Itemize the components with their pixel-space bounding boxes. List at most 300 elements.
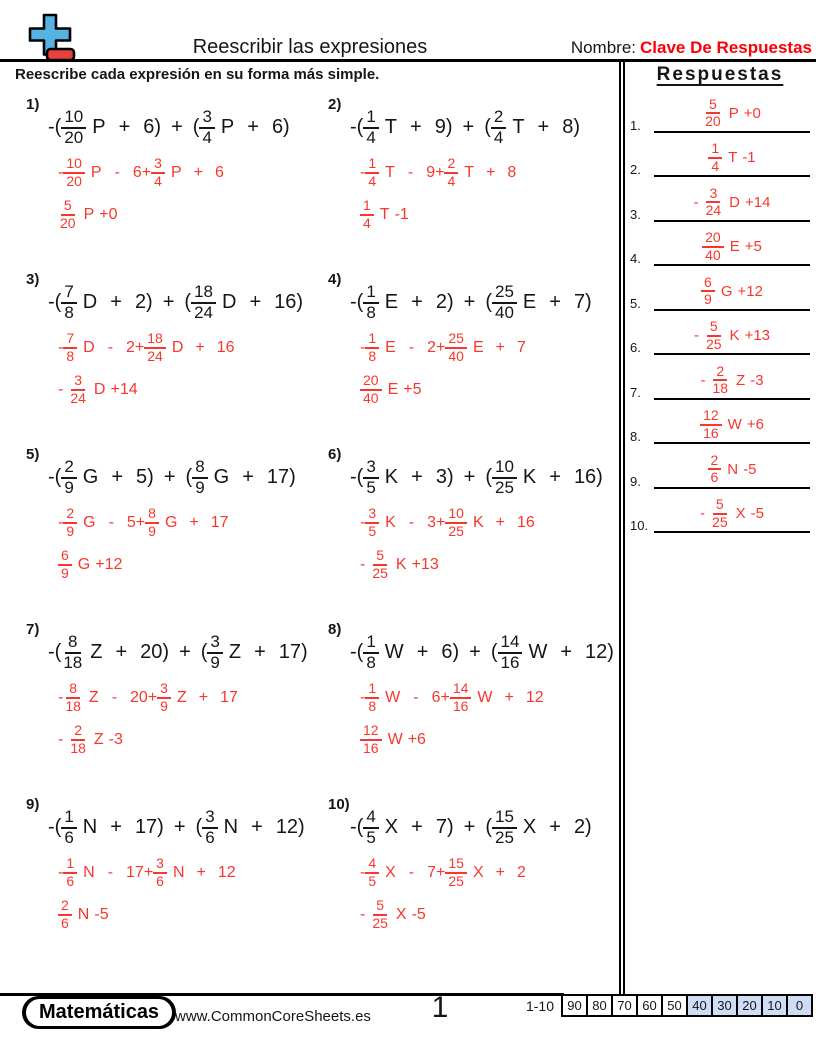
constant: -3 bbox=[750, 371, 764, 389]
fraction bbox=[710, 364, 730, 397]
fraction bbox=[63, 681, 83, 714]
fraction-denominator: 5 bbox=[366, 827, 376, 847]
variable: G bbox=[77, 555, 91, 573]
minus-operator: - bbox=[408, 863, 415, 881]
fraction-numerator: 8 bbox=[192, 458, 207, 479]
plus-operator: + bbox=[163, 466, 176, 489]
constant: 17) bbox=[134, 816, 164, 839]
constant: +12 bbox=[95, 555, 123, 573]
plus-operator: + bbox=[411, 816, 423, 839]
fraction-numerator: 3 bbox=[199, 108, 214, 129]
fraction-denominator: 8 bbox=[64, 302, 74, 322]
problem-expression bbox=[48, 458, 302, 497]
grade-cell: 20 bbox=[736, 996, 761, 1015]
plus-operator: + bbox=[411, 466, 423, 489]
variable: X bbox=[522, 816, 537, 839]
answer-value bbox=[703, 97, 761, 131]
variable: Z bbox=[90, 641, 103, 664]
constant: 2 bbox=[516, 863, 526, 881]
fraction-denominator: 24 bbox=[194, 302, 214, 322]
plus-operator: + bbox=[162, 291, 175, 314]
plus-operator: + bbox=[549, 466, 561, 489]
minus-sign: - bbox=[360, 688, 366, 706]
fraction bbox=[202, 808, 217, 847]
problem-expression bbox=[350, 458, 622, 497]
fraction-denominator: 6 bbox=[710, 469, 719, 486]
open-paren: ( bbox=[485, 816, 492, 839]
fraction-denominator: 5 bbox=[366, 477, 376, 497]
fraction bbox=[61, 458, 76, 497]
work-line bbox=[58, 506, 302, 539]
variable: G bbox=[720, 282, 733, 300]
fraction-denominator: 9 bbox=[210, 652, 220, 672]
plus-operator: + bbox=[504, 688, 514, 706]
minus-operator: - bbox=[408, 338, 415, 356]
plus-operator: + bbox=[495, 863, 505, 881]
minus-sign: - bbox=[58, 513, 64, 531]
open-paren: ( bbox=[195, 816, 203, 839]
fraction-numerator: 4 bbox=[363, 808, 378, 829]
fraction-denominator: 25 bbox=[448, 872, 464, 889]
fraction-numerator: 5 bbox=[61, 198, 75, 215]
fraction bbox=[492, 283, 517, 322]
problem-expression bbox=[350, 633, 622, 672]
minus-sign: - bbox=[58, 688, 64, 706]
fraction bbox=[58, 198, 78, 231]
fraction-denominator: 18 bbox=[712, 380, 729, 397]
minus-sign: - bbox=[360, 513, 366, 531]
fraction-numerator: 2 bbox=[61, 458, 76, 479]
fraction-numerator: 1 bbox=[360, 198, 374, 215]
plus-operator: + bbox=[549, 816, 561, 839]
constant: 2+ bbox=[126, 338, 145, 356]
variable: N bbox=[223, 816, 239, 839]
fraction bbox=[492, 458, 517, 497]
fraction-denominator: 6 bbox=[66, 872, 75, 889]
fraction bbox=[363, 283, 378, 322]
work-line bbox=[58, 681, 302, 714]
fraction bbox=[365, 856, 379, 889]
answer-blank-line bbox=[654, 97, 810, 133]
constant: 3+ bbox=[427, 513, 446, 531]
constant: -5 bbox=[94, 905, 109, 923]
minus-operator: - bbox=[111, 688, 118, 706]
fraction-denominator: 4 bbox=[363, 214, 371, 231]
plus-operator: + bbox=[469, 641, 481, 664]
work-line bbox=[58, 331, 302, 364]
fraction-numerator: 3 bbox=[365, 506, 379, 523]
fraction bbox=[63, 856, 77, 889]
minus-operator: - bbox=[408, 513, 415, 531]
constant: 7 bbox=[516, 338, 526, 356]
answer-line bbox=[58, 373, 302, 406]
problem-expression bbox=[48, 108, 302, 147]
fraction bbox=[445, 856, 467, 889]
open-paren: -( bbox=[350, 466, 364, 489]
constant: 6+ bbox=[431, 688, 450, 706]
fraction-numerator: 2 bbox=[63, 506, 77, 523]
fraction-denominator: 18 bbox=[63, 652, 83, 672]
constant: 6 bbox=[214, 163, 224, 181]
constant: +12 bbox=[737, 282, 763, 300]
minus-sign: - bbox=[58, 730, 64, 748]
fraction bbox=[199, 108, 214, 147]
constant: 6+ bbox=[132, 163, 152, 181]
fraction bbox=[365, 506, 379, 539]
variable: K bbox=[522, 466, 537, 489]
problem-expression bbox=[350, 283, 622, 322]
constant: 16 bbox=[216, 338, 235, 356]
fraction-denominator: 25 bbox=[494, 477, 514, 497]
fraction-denominator: 18 bbox=[70, 739, 86, 756]
constant: 2) bbox=[435, 291, 454, 314]
fraction-numerator: 1 bbox=[363, 283, 378, 304]
fraction-denominator: 8 bbox=[368, 347, 377, 364]
problem bbox=[302, 271, 622, 446]
minus-operator: - bbox=[107, 863, 114, 881]
fraction-denominator: 8 bbox=[368, 697, 377, 714]
constant: 6) bbox=[143, 116, 162, 139]
plus-operator: + bbox=[179, 641, 191, 664]
work-line bbox=[58, 856, 302, 889]
variable: T bbox=[384, 116, 398, 139]
problem-number: 7) bbox=[26, 621, 40, 638]
answer-number: 3. bbox=[630, 206, 641, 222]
answer-blank-line bbox=[654, 141, 810, 177]
minus-operator: - bbox=[114, 163, 120, 181]
fraction-numerator: 14 bbox=[498, 633, 523, 654]
problem-number: 3) bbox=[26, 271, 40, 288]
fraction-numerator: 1 bbox=[365, 681, 379, 698]
fraction-numerator: 5 bbox=[706, 97, 720, 114]
minus-sign: - bbox=[360, 555, 366, 573]
constant: 7+ bbox=[427, 863, 446, 881]
constant: 8) bbox=[562, 116, 581, 139]
plus-operator: + bbox=[115, 641, 128, 664]
plus-operator: + bbox=[242, 466, 254, 489]
problem-expression bbox=[48, 807, 305, 847]
constant: 2) bbox=[134, 291, 153, 314]
open-paren: -( bbox=[48, 291, 62, 314]
fraction-numerator: 2 bbox=[444, 156, 458, 173]
problem-expression bbox=[48, 283, 302, 322]
grade-cell: 0 bbox=[786, 996, 811, 1015]
grade-range-label: 1-10 bbox=[525, 997, 554, 1014]
answer-value bbox=[700, 497, 764, 531]
fraction-numerator: 4 bbox=[365, 856, 379, 873]
answer-number: 10. bbox=[630, 518, 649, 533]
fraction-denominator: 25 bbox=[372, 564, 388, 581]
fraction-numerator: 10 bbox=[61, 108, 86, 129]
open-paren: -( bbox=[48, 641, 62, 664]
variable: G bbox=[83, 513, 96, 531]
fraction-numerator: 2 bbox=[491, 108, 506, 129]
answer-number: 4. bbox=[630, 251, 641, 266]
work-line bbox=[58, 156, 302, 189]
open-paren: -( bbox=[48, 816, 62, 839]
minus-sign: - bbox=[693, 327, 699, 345]
problem bbox=[302, 96, 622, 271]
constant: 20+ bbox=[130, 688, 158, 706]
problem-number: 6) bbox=[328, 446, 342, 463]
fraction-numerator: 18 bbox=[144, 331, 166, 348]
problem-number: 8) bbox=[328, 621, 342, 638]
fraction-numerator: 1 bbox=[63, 856, 77, 873]
fraction-denominator: 18 bbox=[65, 697, 81, 714]
fraction-numerator: 3 bbox=[207, 633, 222, 654]
fraction bbox=[360, 198, 374, 231]
variable: P bbox=[83, 205, 95, 223]
minus-sign: - bbox=[700, 371, 706, 389]
fraction-numerator: 7 bbox=[61, 283, 76, 304]
fraction bbox=[360, 723, 382, 756]
fraction-numerator: 20 bbox=[702, 230, 724, 247]
fraction bbox=[450, 681, 472, 714]
answer-value bbox=[700, 408, 764, 442]
website-url: www.CommonCoreSheets.es bbox=[175, 1008, 371, 1025]
plus-operator: + bbox=[110, 816, 122, 839]
problem-number: 10) bbox=[328, 796, 350, 813]
variable: K bbox=[729, 327, 740, 345]
constant: 16) bbox=[573, 466, 603, 489]
plus-operator: + bbox=[254, 641, 266, 664]
plus-operator: + bbox=[495, 513, 505, 531]
fraction-numerator: 3 bbox=[202, 808, 217, 829]
fraction bbox=[700, 408, 722, 441]
constant: 17 bbox=[220, 688, 238, 706]
constant: 6) bbox=[271, 116, 290, 139]
fraction-numerator: 1 bbox=[363, 633, 378, 654]
minus-sign: - bbox=[58, 380, 64, 398]
grade-cell: 70 bbox=[611, 996, 636, 1015]
plus-operator: + bbox=[462, 116, 475, 139]
fraction-denominator: 25 bbox=[705, 335, 722, 352]
work-line bbox=[360, 331, 622, 364]
variable: X bbox=[385, 863, 396, 881]
variable: K bbox=[395, 555, 407, 573]
fraction-denominator: 6 bbox=[205, 827, 215, 847]
fraction-denominator: 4 bbox=[202, 127, 212, 147]
fraction bbox=[701, 275, 715, 308]
answer-blank-line bbox=[654, 453, 810, 489]
constant: +6 bbox=[746, 416, 764, 434]
open-paren: -( bbox=[48, 466, 62, 489]
open-paren: ( bbox=[185, 466, 193, 489]
minus-sign: - bbox=[58, 163, 64, 181]
plus-operator: + bbox=[411, 291, 423, 314]
variable: W bbox=[477, 688, 493, 706]
fraction-numerator: 3 bbox=[363, 458, 378, 479]
fraction-numerator: 2 bbox=[71, 723, 85, 740]
fraction-denominator: 20 bbox=[64, 127, 84, 147]
fraction-numerator: 3 bbox=[151, 156, 165, 173]
variable: E bbox=[729, 238, 740, 256]
variable: T bbox=[728, 149, 738, 167]
fraction-denominator: 9 bbox=[160, 697, 168, 714]
fraction-denominator: 24 bbox=[70, 389, 86, 406]
problem-number: 4) bbox=[328, 271, 342, 288]
fraction bbox=[365, 331, 379, 364]
variable: P bbox=[220, 116, 235, 139]
minus-sign: - bbox=[693, 193, 699, 211]
open-paren: ( bbox=[200, 641, 208, 664]
fraction bbox=[145, 506, 159, 539]
plus-operator: + bbox=[537, 116, 550, 139]
grade-cell: 60 bbox=[636, 996, 661, 1015]
variable: Z bbox=[88, 688, 99, 706]
fraction-numerator: 3 bbox=[153, 856, 167, 873]
fraction-denominator: 9 bbox=[195, 477, 205, 497]
answer-line bbox=[360, 898, 622, 931]
fraction bbox=[365, 681, 379, 714]
problem bbox=[0, 446, 302, 621]
fraction-denominator: 20 bbox=[60, 214, 76, 231]
fraction-denominator: 4 bbox=[711, 157, 720, 174]
variable: N bbox=[172, 863, 185, 881]
answer-line bbox=[58, 898, 302, 931]
fraction bbox=[63, 156, 85, 189]
fraction-denominator: 25 bbox=[494, 827, 514, 847]
constant: 3) bbox=[435, 466, 454, 489]
fraction bbox=[704, 186, 724, 219]
constant: 2) bbox=[573, 816, 592, 839]
plus-operator: + bbox=[110, 291, 122, 314]
fraction-denominator: 4 bbox=[154, 172, 162, 189]
problem-number: 9) bbox=[26, 796, 40, 813]
constant: 5+ bbox=[126, 513, 146, 531]
variable: E bbox=[385, 338, 396, 356]
minus-sign: - bbox=[58, 863, 64, 881]
grade-cell: 90 bbox=[563, 996, 586, 1015]
grade-cell: 80 bbox=[586, 996, 611, 1015]
answer-line bbox=[58, 548, 302, 581]
variable: D bbox=[93, 380, 106, 398]
fraction-numerator: 2 bbox=[713, 364, 727, 381]
plus-operator: + bbox=[247, 116, 259, 139]
fraction bbox=[153, 856, 167, 889]
answer-line bbox=[58, 723, 302, 756]
work-line bbox=[360, 856, 622, 889]
constant: 17) bbox=[278, 641, 308, 664]
answer-number: 5. bbox=[630, 295, 641, 311]
fraction-denominator: 40 bbox=[363, 389, 379, 406]
minus-sign: - bbox=[360, 338, 366, 356]
fraction-denominator: 9 bbox=[66, 522, 75, 539]
answer-value bbox=[701, 275, 763, 309]
fraction-denominator: 16 bbox=[452, 697, 469, 714]
fraction bbox=[444, 156, 458, 189]
fraction-numerator: 2 bbox=[58, 898, 72, 915]
answer-blank-line bbox=[654, 230, 810, 266]
constant: 20) bbox=[140, 641, 170, 664]
fraction-denominator: 9 bbox=[61, 564, 69, 581]
fraction-numerator: 1 bbox=[365, 156, 379, 173]
problems-grid bbox=[0, 96, 622, 971]
constant: +5 bbox=[403, 380, 422, 398]
constant: 7) bbox=[435, 816, 454, 839]
variable: E bbox=[472, 338, 484, 356]
open-paren: ( bbox=[192, 116, 200, 139]
answer-row bbox=[630, 489, 810, 534]
minus-operator: - bbox=[108, 513, 114, 531]
fraction bbox=[207, 633, 222, 672]
constant: 2+ bbox=[427, 338, 446, 356]
grade-cell: 10 bbox=[761, 996, 786, 1015]
variable: N bbox=[727, 460, 739, 478]
answer-row bbox=[630, 133, 810, 178]
fraction bbox=[63, 331, 77, 364]
variable: Z bbox=[176, 688, 187, 706]
minus-sign: - bbox=[360, 905, 366, 923]
variable: N bbox=[82, 816, 98, 839]
minus-operator: - bbox=[413, 688, 419, 706]
plus-operator: + bbox=[251, 816, 263, 839]
problem-number: 1) bbox=[26, 96, 40, 113]
fraction bbox=[144, 331, 166, 364]
open-paren: ( bbox=[485, 466, 492, 489]
fraction bbox=[710, 497, 730, 530]
fraction-numerator: 5 bbox=[713, 497, 727, 514]
fraction bbox=[498, 633, 523, 672]
page-number: 1 bbox=[431, 991, 449, 1024]
fraction-denominator: 25 bbox=[448, 522, 464, 539]
problem bbox=[302, 796, 622, 971]
constant: -5 bbox=[411, 905, 426, 923]
problem-expression bbox=[48, 632, 308, 672]
answer-line bbox=[360, 723, 622, 756]
fraction bbox=[363, 108, 378, 147]
open-paren: ( bbox=[485, 291, 492, 314]
fraction-denominator: 25 bbox=[712, 513, 728, 530]
grade-cells bbox=[561, 994, 813, 1017]
constant: 12 bbox=[525, 688, 544, 706]
fraction bbox=[445, 506, 467, 539]
fraction-denominator: 8 bbox=[66, 347, 75, 364]
constant: 12 bbox=[217, 863, 236, 881]
fraction bbox=[360, 373, 382, 406]
fraction-numerator: 1 bbox=[363, 108, 378, 129]
fraction-denominator: 6 bbox=[156, 872, 164, 889]
vertical-divider bbox=[619, 62, 625, 995]
variable: D bbox=[222, 291, 237, 314]
fraction-numerator: 3 bbox=[706, 186, 720, 203]
answer-value bbox=[700, 364, 763, 398]
fraction-denominator: 24 bbox=[705, 202, 722, 219]
fraction-denominator: 40 bbox=[705, 246, 721, 263]
fraction bbox=[708, 141, 722, 174]
constant: 12) bbox=[275, 816, 305, 839]
fraction bbox=[363, 458, 378, 497]
constant: -5 bbox=[743, 460, 757, 478]
answer-blank-line bbox=[654, 319, 810, 355]
variable: Z bbox=[93, 730, 104, 748]
fraction-numerator: 15 bbox=[492, 808, 517, 829]
fraction bbox=[58, 548, 72, 581]
name-label: Nombre: bbox=[570, 38, 637, 57]
answer-key-label: Clave De Respuestas bbox=[640, 38, 812, 57]
constant: +13 bbox=[744, 327, 771, 345]
fraction bbox=[445, 331, 467, 364]
fraction-numerator: 8 bbox=[66, 681, 80, 698]
constant: 5) bbox=[136, 466, 154, 489]
plus-operator: + bbox=[189, 513, 199, 531]
fraction bbox=[703, 97, 723, 130]
plus-operator: + bbox=[171, 116, 183, 139]
fraction bbox=[151, 156, 165, 189]
fraction bbox=[704, 319, 724, 352]
variable: K bbox=[472, 513, 484, 531]
plus-operator: + bbox=[193, 163, 203, 181]
